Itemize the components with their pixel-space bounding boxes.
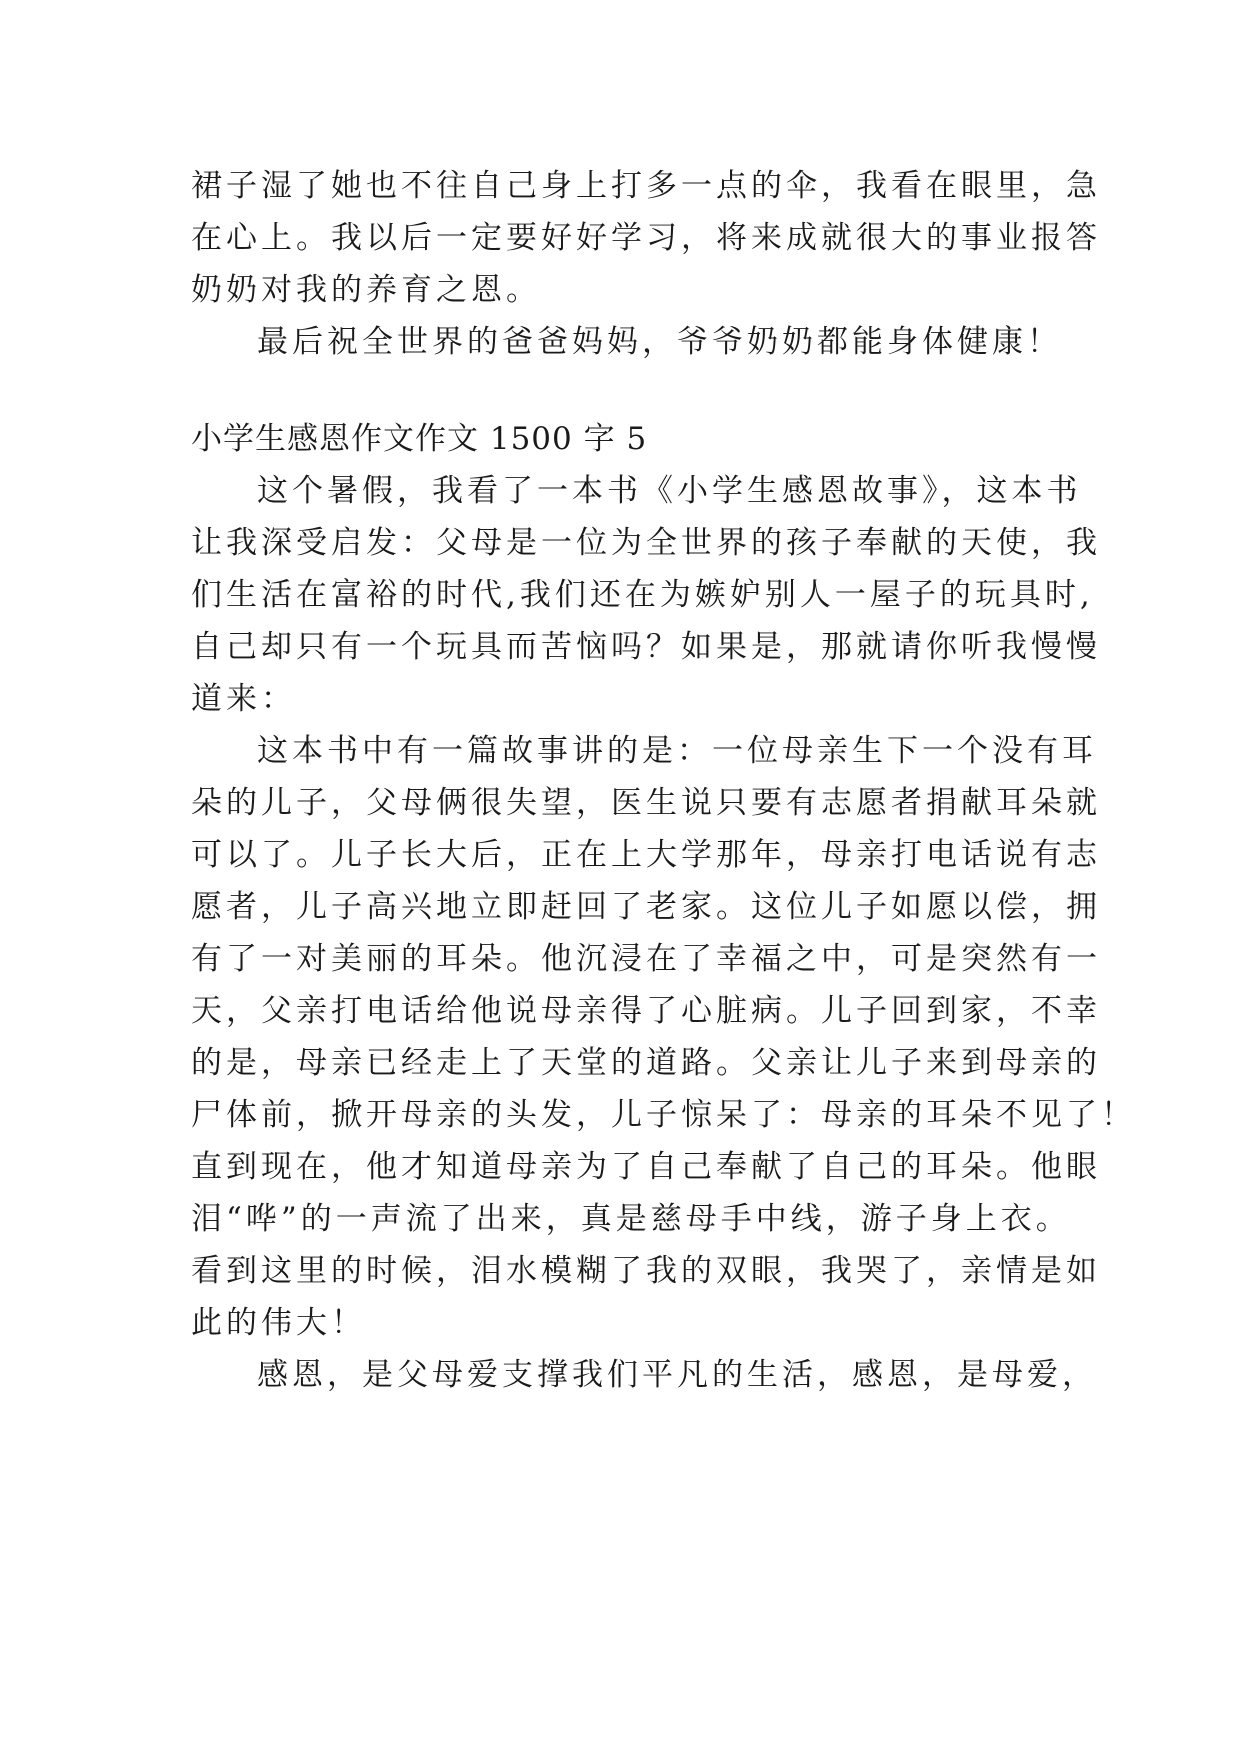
- text-line: 奶奶对我的养育之恩。: [191, 272, 541, 308]
- text-line: 这本书中有一篇故事讲的是：一位母亲生下一个没有耳: [257, 733, 1097, 769]
- section-heading: [191, 413, 1071, 465]
- paragraph-3: [191, 465, 1101, 725]
- text-line: 让我深受启发：父母是一位为全世界的孩子奉献的天使，我: [191, 525, 1101, 561]
- paragraph-2: [191, 316, 1071, 368]
- paragraph-4: [191, 725, 1136, 1349]
- text-line: 们生活在富裕的时代,我们还在为嫉妒别人一屋子的玩具时,: [191, 577, 1094, 613]
- text-line: 感恩，是父母爱支撑我们平凡的生活，感恩，是母爱，: [257, 1357, 1097, 1393]
- text-line: 在心上。我以后一定要好好学习，将来成就很大的事业报答: [191, 220, 1101, 256]
- text-line: 愿者，儿子高兴地立即赶回了老家。这位儿子如愿以偿，拥: [191, 889, 1101, 925]
- text-line: 道来：: [191, 681, 296, 717]
- text-line: 自己却只有一个玩具而苦恼吗？如果是，那就请你听我慢慢: [191, 629, 1101, 665]
- text-line: 可以了。儿子长大后，正在上大学那年，母亲打电话说有志: [191, 837, 1101, 873]
- text-line: 最后祝全世界的爸爸妈妈，爷爷奶奶都能身体健康！: [257, 324, 1062, 360]
- paragraph-1: [191, 160, 1101, 316]
- text-line: 泪“哗”的一声流了出来，真是慈母手中线，游子身上衣。: [191, 1201, 1071, 1237]
- text-line: 尸体前，掀开母亲的头发，儿子惊呆了：母亲的耳朵不见了！: [191, 1097, 1136, 1133]
- text-line: 朵的儿子，父母俩很失望，医生说只要有志愿者捐献耳朵就: [191, 785, 1101, 821]
- heading-text: 小学生感恩作文作文 1500 字 5: [191, 421, 648, 457]
- text-line: 此的伟大！: [191, 1305, 366, 1341]
- text-line: 直到现在，他才知道母亲为了自己奉献了自己的耳朵。他眼: [191, 1149, 1101, 1185]
- document-body: [191, 160, 1136, 1401]
- text-line: 裙子湿了她也不往自己身上打多一点的伞，我看在眼里，急: [191, 168, 1101, 204]
- text-line: 这个暑假，我看了一本书《小学生感恩故事》，这本书: [257, 473, 1082, 509]
- text-line: 有了一对美丽的耳朵。他沉浸在了幸福之中，可是突然有一: [191, 941, 1101, 977]
- text-line: 看到这里的时候，泪水模糊了我的双眼，我哭了，亲情是如: [191, 1253, 1101, 1289]
- paragraph-5: [191, 1349, 1097, 1401]
- text-line: 天，父亲打电话给他说母亲得了心脏病。儿子回到家，不幸: [191, 993, 1101, 1029]
- text-line: 的是，母亲已经走上了天堂的道路。父亲让儿子来到母亲的: [191, 1045, 1101, 1081]
